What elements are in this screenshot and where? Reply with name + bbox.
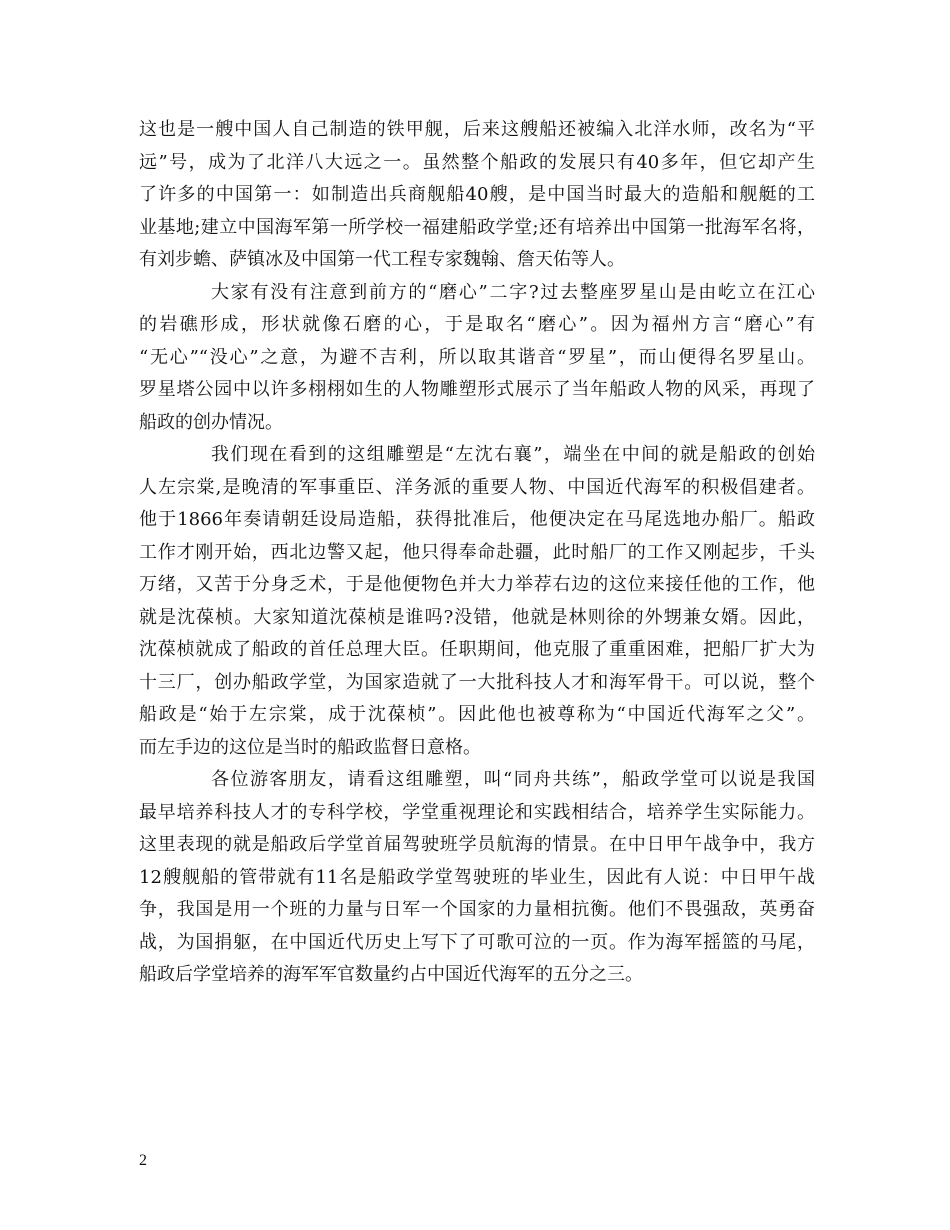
paragraph-line: 人左宗棠,是晚清的军事重臣、洋务派的重要人物、中国近代海军的积极倡建者。 xyxy=(139,476,815,498)
paragraph-line: 船政是“始于左宗棠，成于沈葆桢”。因此他也被尊称为“中国近代海军之父”。 xyxy=(139,704,815,725)
paragraph-line: 最早培养科技人才的专科学校，学堂重视理论和实践相结合，培养学生实际能力。 xyxy=(139,801,815,823)
paragraph-line: 了许多的中国第一：如制造出兵商舰船40艘，是中国当时最大的造船和舰艇的工 xyxy=(139,184,815,205)
paragraph-line: 十三厂，创办船政学堂，为国家造就了一大批科技人才和海军骨干。可以说，整个 xyxy=(139,671,815,693)
paragraph-line: 这里表现的就是船政后学堂首届驾驶班学员航海的情景。在中日甲午战争中，我方 xyxy=(139,834,815,855)
document-body xyxy=(139,114,815,992)
paragraph-line: “无心”“没心”之意，为避不吉利，所以取其谐音“罗星”，而山便得名罗星山。 xyxy=(139,346,815,368)
page-number: 2 xyxy=(139,1152,147,1169)
paragraph-line: 万绪，又苦于分身乏术，于是他便物色并大力举荐右边的这位来接任他的工作，他 xyxy=(139,574,815,595)
paragraph-2 xyxy=(139,277,815,440)
paragraph-line: 船政的创办情况。 xyxy=(139,411,283,433)
paragraph-line: 就是沈葆桢。大家知道沈葆桢是谁吗?没错，他就是林则徐的外甥兼女婿。因此， xyxy=(139,606,815,628)
paragraph-line: 我们现在看到的这组雕塑是“左沈右襄”，端坐在中间的就是船政的创始 xyxy=(211,444,815,465)
paragraph-4 xyxy=(139,764,815,992)
paragraph-line: 的岩礁形成，形状就像石磨的心，于是取名“磨心”。因为福州方言“磨心”有 xyxy=(139,314,815,335)
paragraph-line: 他于1866年奏请朝廷设局造船，获得批准后，他便决定在马尾选地办船厂。船政 xyxy=(139,509,815,530)
paragraph-line: 罗星塔公园中以许多栩栩如生的人物雕塑形式展示了当年船政人物的风采，再现了 xyxy=(139,379,815,400)
paragraph-line: 大家有没有注意到前方的“磨心”二字?过去整座罗星山是由屹立在江心 xyxy=(211,281,815,303)
paragraph-line: 船政后学堂培养的海军军官数量约占中国近代海军的五分之三。 xyxy=(139,964,643,985)
paragraph-line: 远”号，成为了北洋八大远之一。虽然整个船政的发展只有40多年，但它却产生 xyxy=(139,151,815,173)
paragraph-1 xyxy=(139,114,815,277)
paragraph-line: 这也是一艘中国人自己制造的铁甲舰，后来这艘船还被编入北洋水师，改名为“平 xyxy=(139,119,815,140)
paragraph-line: 12艘舰船的管带就有11名是船政学堂驾驶班的毕业生，因此有人说：中日甲午战 xyxy=(139,866,815,888)
paragraph-line: 有刘步蟾、萨镇冰及中国第一代工程专家魏翰、詹天佑等人。 xyxy=(139,249,625,270)
paragraph-line: 业基地;建立中国海军第一所学校一福建船政学堂;还有培养出中国第一批海军名将， xyxy=(139,216,815,238)
paragraph-line: 各位游客朋友，请看这组雕塑，叫“同舟共练”，船政学堂可以说是我国 xyxy=(211,769,815,790)
paragraph-line: 沈葆桢就成了船政的首任总理大臣。任职期间，他克服了重重困难，把船厂扩大为 xyxy=(139,639,815,660)
paragraph-line: 而左手边的这位是当时的船政监督日意格。 xyxy=(139,736,481,758)
paragraph-line: 争，我国是用一个班的力量与日军一个国家的力量相抗衡。他们不畏强敌，英勇奋 xyxy=(139,899,815,920)
paragraph-3 xyxy=(139,439,815,764)
paragraph-line: 战，为国捐躯，在中国近代历史上写下了可歌可泣的一页。作为海军摇篮的马尾， xyxy=(139,931,815,953)
paragraph-line: 工作才刚开始，西北边警又起，他只得奉命赴疆，此时船厂的工作又刚起步，千头 xyxy=(139,541,815,563)
